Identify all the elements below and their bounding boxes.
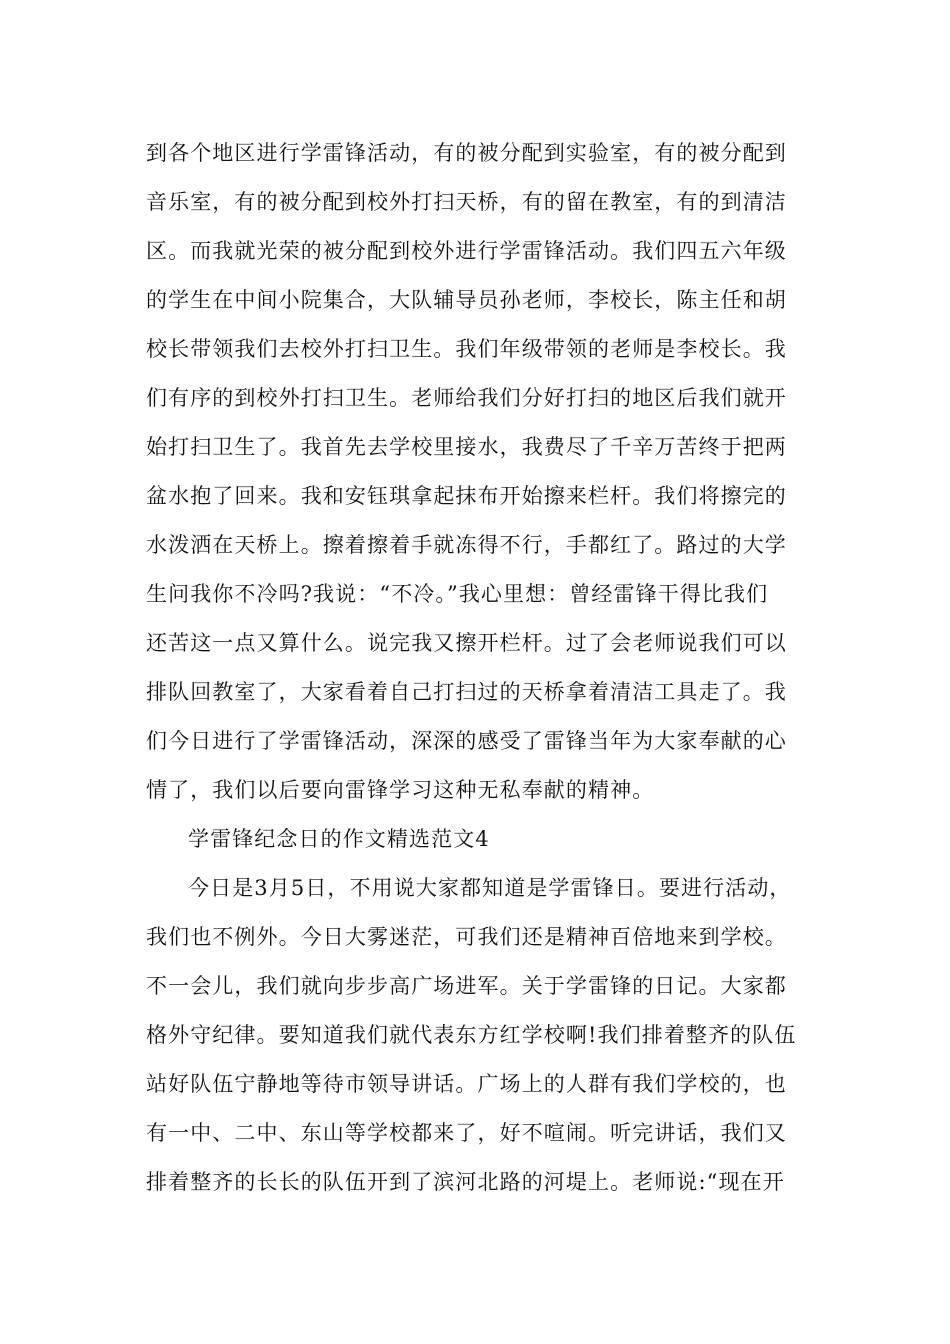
paragraph-2-line: 排着整齐的长长的队伍开到了滨河北路的河堤上。老师说:“现在开 (146, 1170, 785, 1194)
paragraph-1-line: 始打扫卫生了。我首先去学校里接水，我费尽了千辛万苦终于把两 (146, 435, 787, 459)
paragraph-1 (146, 129, 826, 815)
section-heading-text: 学雷锋纪念日的作文精选范文4 (188, 827, 490, 851)
paragraph-2-line: 我们也不例外。今日大雾迷茫，可我们还是精神百倍地来到学校。 (146, 925, 787, 949)
paragraph-1-line: 生问我你不冷吗?我说：“不冷。”我心里想：曾经雷锋干得比我们 (146, 582, 769, 606)
paragraph-1-line: 的学生在中间小院集合，大队辅导员孙老师，李校长，陈主任和胡 (146, 288, 787, 312)
paragraph-2-line: 有一中、二中、东山等学校都来了，好不喧闹。听完讲话，我们又 (146, 1121, 787, 1145)
paragraph-1-line: 校长带领我们去校外打扫卫生。我们年级带领的老师是李校长。我 (146, 337, 787, 361)
paragraph-2 (146, 864, 826, 1207)
paragraph-2-line: 今日是3月5日，不用说大家都知道是学雷锋日。要进行活动， (188, 876, 792, 900)
paragraph-2-line: 站好队伍宁静地等待市领导讲话。广场上的人群有我们学校的，也 (146, 1072, 787, 1096)
paragraph-1-line: 音乐室，有的被分配到校外打扫天桥，有的留在教室，有的到清洁 (146, 190, 787, 214)
paragraph-1-line: 盆水抱了回来。我和安钰琪拿起抹布开始擦来栏杆。我们将擦完的 (146, 484, 787, 508)
section-heading (146, 815, 826, 864)
paragraph-1-line: 排队回教室了，大家看着自己打扫过的天桥拿着清洁工具走了。我 (146, 680, 787, 704)
paragraph-1-line: 情了，我们以后要向雷锋学习这种无私奉献的精神。 (146, 778, 655, 802)
paragraph-2-line: 格外守纪律。要知道我们就代表东方红学校啊!我们排着整齐的队伍 (146, 1023, 797, 1047)
paragraph-1-line: 区。而我就光荣的被分配到校外进行学雷锋活动。我们四五六年级 (146, 239, 787, 263)
paragraph-1-line: 们今日进行了学雷锋活动，深深的感受了雷锋当年为大家奉献的心 (146, 729, 787, 753)
paragraph-2-line: 不一会儿，我们就向步步高广场进军。关于学雷锋的日记。大家都 (146, 974, 787, 998)
paragraph-1-line: 到各个地区进行学雷锋活动，有的被分配到实验室，有的被分配到 (146, 141, 787, 165)
paragraph-1-line: 水泼洒在天桥上。擦着擦着手就冻得不行，手都红了。路过的大学 (146, 533, 787, 557)
paragraph-1-line: 还苦这一点又算什么。说完我又擦开栏杆。过了会老师说我们可以 (146, 631, 787, 655)
paragraph-1-line: 们有序的到校外打扫卫生。老师给我们分好打扫的地区后我们就开 (146, 386, 787, 410)
